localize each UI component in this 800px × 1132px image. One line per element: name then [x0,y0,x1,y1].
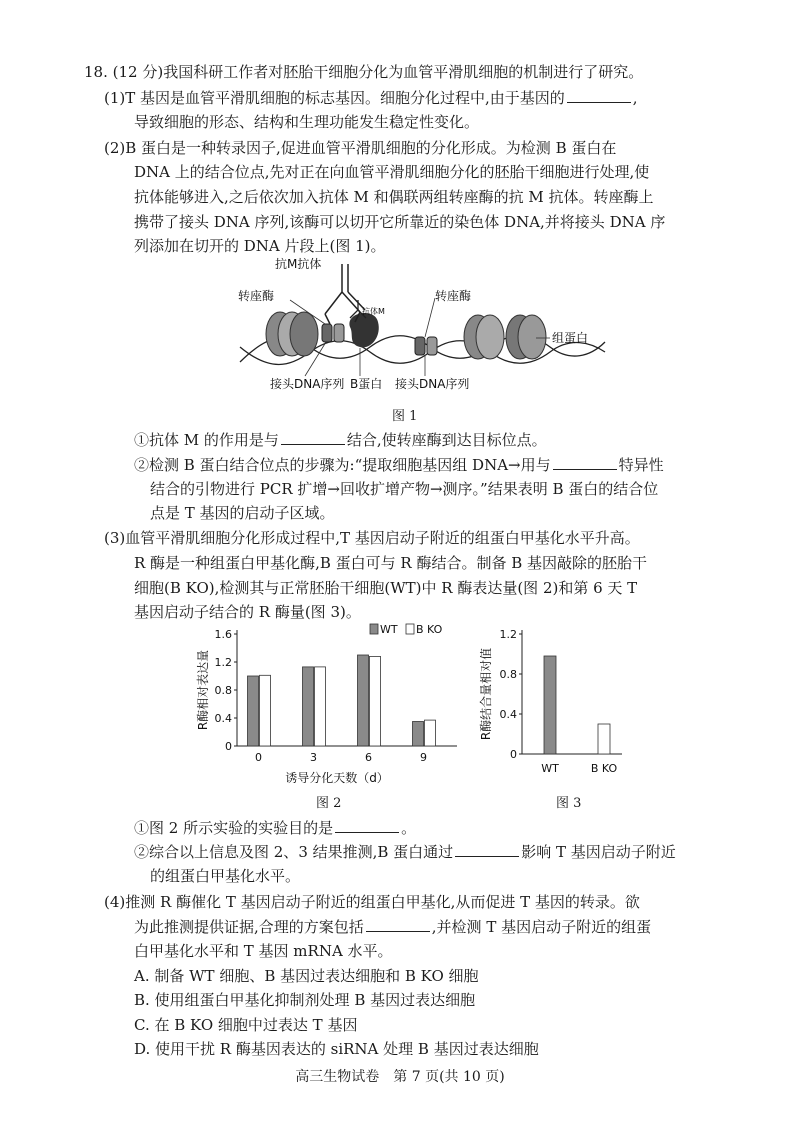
y-tick-label: 1.2 [499,628,517,641]
part4-line2 [134,917,651,937]
bar-bko [315,667,326,746]
part4-line3: 白甲基化水平和 T 基因 mRNA 水平。 [134,942,393,960]
bar-wt [248,676,259,746]
x-tick-label: 9 [420,751,427,764]
part2-q2-text-a: ②检测 B 蛋白结合位点的步骤为:“提取细胞基因组 DNA→用与 [134,456,551,474]
x-tick-label: WT [541,762,559,775]
part3-line4: 基因启动子结合的 R 酶量(图 3)。 [134,603,361,621]
label-transposase-left: 转座酶 [238,289,275,303]
part3-line1: (3)血管平滑肌细胞分化形成过程中,T 基因启动子附近的组蛋白甲基化水平升高。 [104,529,640,547]
part3-line2: R 酶是一种组蛋白甲基化酶,B 蛋白可与 R 酶结合。制备 B 基因敲除的胚胎干 [134,554,648,572]
part3-q2-line2: 的组蛋白甲基化水平。 [150,867,301,885]
bar-bko [598,724,610,754]
part1-line1 [104,88,638,108]
transposase-left [322,324,344,342]
legend-label: WT [380,623,398,636]
part3-q1 [134,818,416,838]
y-tick-label: 0.4 [499,708,517,721]
part4-text-b: ,并检测 T 基因启动子附近的组蛋 [431,918,652,936]
part3-q1-text-b: 。 [401,819,417,837]
transposase-right [415,337,437,355]
part2-line1: (2)B 蛋白是一种转录因子,促进血管平滑肌细胞的分化形成。为检测 B 蛋白在 [104,139,617,157]
question-score: (12 分) [112,63,164,81]
part2-q2 [134,455,664,475]
y-tick-label: 1.2 [214,656,232,669]
label-histone: 组蛋白 [552,331,589,345]
answer-blank[interactable] [281,430,345,445]
part2-line3: 抗体能够进入,之后依次加入抗体 M 和偶联两组转座酶的抗 M 抗体。转座酶上 [134,188,654,206]
bar-bko [260,675,271,746]
bar-wt [303,667,314,746]
question-number: 18. [84,63,108,81]
bar-wt [358,655,369,746]
answer-blank[interactable] [335,818,399,833]
part2-q2-text-b: 特异性 [618,456,664,474]
x-tick-label: 3 [310,751,317,764]
figure3-caption: 图 3 [556,796,582,811]
figure2-caption: 图 2 [316,796,342,811]
y-tick-label: 0.4 [214,712,232,725]
part1-text-a: (1)T 基因是血管平滑肌细胞的标志基因。细胞分化过程中,由于基因的 [104,89,565,107]
question-intro: 我国科研工作者对胚胎干细胞分化为血管平滑肌细胞的机制进行了研究。 [163,63,644,81]
part2-q2-line3: 点是 T 基因的启动子区域。 [150,504,335,522]
part3-line3: 细胞(B KO),检测其与正常胚胎干细胞(WT)中 R 酶表达量(图 2)和第 6 天 T [134,579,638,597]
part2-line4: 携带了接头 DNA 序列,该酶可以切开它所靠近的染色体 DNA,并将接头 DNA 序 [134,213,666,231]
bar-bko [425,720,436,746]
y-tick-label: 0.8 [499,668,517,681]
x-tick-label: 0 [255,751,262,764]
legend-swatch [406,624,414,634]
figure2-chart [195,618,470,788]
option-b[interactable]: B. 使用组蛋白甲基化抑制剂处理 B 基因过表达细胞 [134,991,476,1009]
bar-bko [370,656,381,746]
answer-blank[interactable] [567,88,631,103]
label-b-protein: B蛋白 [350,377,383,391]
answer-blank[interactable] [366,917,430,932]
part2-q2-line2: 结合的引物进行 PCR 扩增→回收扩增产物→测序。”结果表明 B 蛋白的结合位 [150,480,659,498]
y-tick-label: 1.6 [214,628,232,641]
figure3-chart [478,618,638,788]
part2-q1-text-b: 结合,使转座酶到达目标位点。 [346,431,547,449]
part3-q2-text-a: ②综合以上信息及图 2、3 结果推测,B 蛋白通过 [134,843,454,861]
answer-blank[interactable] [455,842,519,857]
y-tick-label: 0 [510,748,517,761]
label-adapter-right: 接头DNA序列 [395,377,470,391]
part2-q1-text-a: ①抗体 M 的作用是与 [134,431,279,449]
part4-text-a: 为此推测提供证据,合理的方案包括 [134,918,364,936]
part2-line2: DNA 上的结合位点,先对正在向血管平滑肌细胞分化的胚胎干细胞进行处理,使 [134,163,650,181]
label-transposase-right: 转座酶 [435,289,472,303]
option-d[interactable]: D. 使用干扰 R 酶基因表达的 siRNA 处理 B 基因过表达细胞 [134,1040,539,1058]
b-protein [349,313,378,347]
answer-blank[interactable] [553,455,617,470]
label-adapter-left: 接头DNA序列 [270,377,345,391]
part1-line2: 导致细胞的形态、结构和生理功能发生稳定性变化。 [134,113,480,131]
page-footer: 高三生物试卷 第 7 页(共 10 页) [295,1069,505,1085]
anti-m-antibody [325,264,365,324]
x-axis-label: 诱导分化天数（d） [285,771,389,785]
option-a[interactable]: A. 制备 WT 细胞、B 基因过表达细胞和 B KO 细胞 [134,967,479,985]
part3-q2 [134,842,676,862]
part1-text-b: , [632,89,638,107]
legend-swatch [370,624,378,634]
part4-line1: (4)推测 R 酶催化 T 基因启动子附近的组蛋白甲基化,从而促进 T 基因的转录。欲 [104,893,640,911]
part3-q2-text-b: 影响 T 基因启动子附近 [521,843,676,861]
x-tick-label: B KO [590,762,618,775]
part3-q1-text-a: ①图 2 所示实验的实验目的是 [134,819,334,837]
figure1-caption: 图 1 [392,409,418,424]
figure1-diagram [230,252,610,402]
label-anti-m: 抗M抗体 [275,257,322,271]
legend-label: B KO [416,623,443,636]
histone-right [464,315,546,359]
question-header [84,62,643,82]
y-axis-label: R酶相对表达量 [196,649,210,731]
part2-q1 [134,430,547,450]
option-c[interactable]: C. 在 B KO 细胞中过表达 T 基因 [134,1016,358,1034]
y-axis-label: R酶结合量相对值 [479,647,493,741]
y-tick-label: 0.8 [214,684,232,697]
bar-wt [544,656,556,754]
y-tick-label: 0 [225,740,232,753]
histone-left [266,312,318,356]
label-antibody-m: 抗体M [362,307,385,316]
x-tick-label: 6 [365,751,372,764]
part2-line5: 列添加在切开的 DNA 片段上(图 1)。 [134,237,386,255]
bar-wt [413,722,424,747]
